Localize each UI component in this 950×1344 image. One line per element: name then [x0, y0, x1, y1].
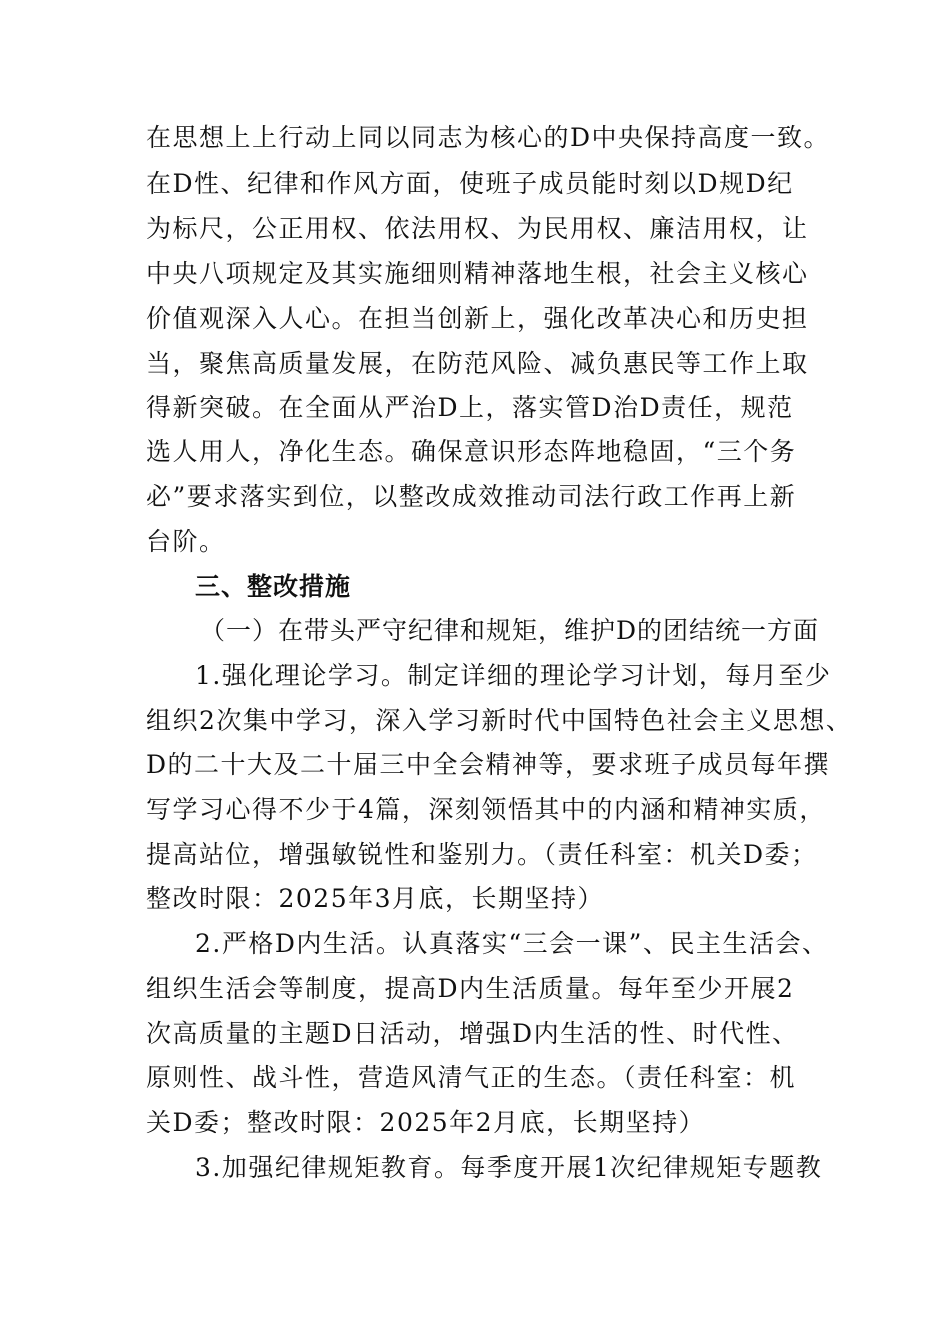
body-line: 必”要求落实到位，以整改成效推动司法行政工作再上新 [146, 482, 797, 511]
body-line: 选人用人，净化生态。确保意识形态阵地稳固，“三个务 [146, 437, 797, 466]
body-line: 组织2次集中学习，深入学习新时代中国特色社会主义思想、 [146, 706, 853, 735]
body-line: 3.加强纪律规矩教育。每季度开展1次纪律规矩专题教 [195, 1153, 823, 1182]
body-line: 2.严格D内生活。认真落实“三会一课”、民主生活会、 [195, 929, 829, 958]
body-line: D的二十大及二十届三中全会精神等，要求班子成员每年撰 [146, 750, 831, 779]
body-line: 组织生活会等制度，提高D内生活质量。每年至少开展2 [146, 974, 795, 1003]
body-line: 价值观深入人心。在担当创新上，强化改革决心和历史担 [146, 304, 809, 333]
body-line: 次高质量的主题D日活动，增强D内生活的性、时代性、 [146, 1019, 799, 1048]
body-line: 整改时限：2025年3月底，长期坚持） [146, 884, 605, 913]
subsection-heading: （一）在带头严守纪律和规矩，维护D的团结统一方面 [200, 616, 820, 645]
body-line: 提高站位，增强敏锐性和鉴别力。（责任科室：机关D委； [146, 840, 818, 869]
body-line: 台阶。 [146, 527, 226, 556]
body-line: 写学习心得不少于4篇，深刻领悟其中的内涵和精神实质， [146, 795, 826, 824]
body-line: 原则性、战斗性，营造风清气正的生态。（责任科室：机 [146, 1063, 797, 1092]
body-line: 为标尺，公正用权、依法用权、为民用权、廉洁用权，让 [146, 214, 809, 243]
body-line: 在思想上上行动上同以同志为核心的D中央保持高度一致。 [146, 123, 831, 152]
body-line: 当，聚焦高质量发展，在防范风险、减负惠民等工作上取 [146, 349, 809, 378]
body-line: 得新突破。在全面从严治D上，落实管D治D责任，规范 [146, 393, 794, 422]
section-heading: 三、整改措施 [195, 572, 352, 601]
body-line: 在D性、纪律和作风方面，使班子成员能时刻以D规D纪 [146, 169, 794, 198]
body-line: 1.强化理论学习。制定详细的理论学习计划，每月至少 [195, 661, 832, 690]
body-line: 关D委；整改时限：2025年2月底，长期坚持） [146, 1108, 706, 1137]
body-line: 中央八项规定及其实施细则精神落地生根，社会主义核心 [146, 259, 809, 288]
